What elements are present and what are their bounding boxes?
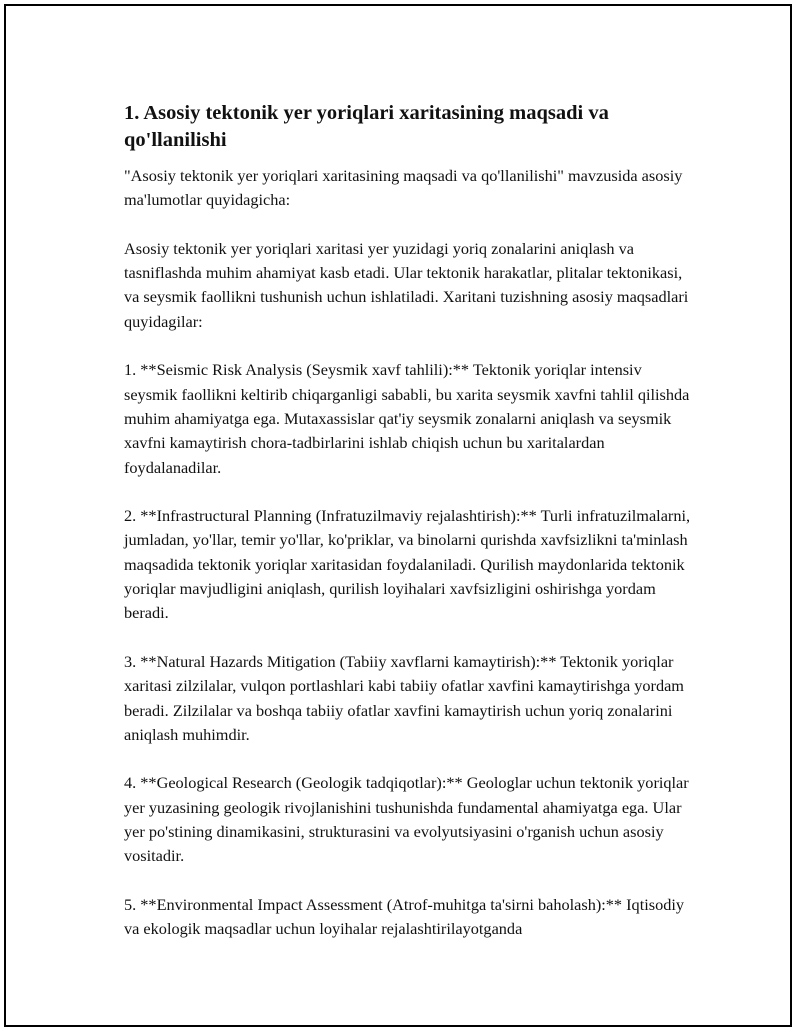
intro-paragraph: "Asosiy tektonik yer yoriqlari xaritasining maqsadi va qo'llanilishi" mavzusida asosiy ma'lumotlar quyidagicha: — [124, 166, 683, 210]
list-item-natural-hazards: 3. **Natural Hazards Mitigation (Tabiiy xavflarni kamaytirish):** Tektonik yoriqlar xaritasi zilzilalar, vulqon portlashlari kabi tabiiy ofatlar xavfini kamaytirishga yordam beradi. Zilzilalar va boshqa tabiiy ofatlar xavfini kamaytirish uchun yoriq zonalarini aniqlash muhimdir. — [124, 651, 684, 744]
document-body — [124, 100, 694, 942]
list-item-geological-research: 4. **Geological Research (Geologik tadqiqotlar):** Geologlar uchun tektonik yoriqlar yer yuzasining geologik rivojlanishini tushunishda fundamental ahamiyatga ega. Ular yer po'stining dinamikasini, strukturasini va evolyutsiyasini o'rganish uchun asosiy vositadir. — [124, 773, 689, 866]
list-item-environmental-impact: 5. **Environmental Impact Assessment (Atrof-muhitga ta'sirni baholash):** Iqtisodiy va ekologik maqsadlar uchun loyihalar rejalashtirilayotganda — [124, 894, 685, 939]
document-page — [4, 4, 792, 1027]
list-item-seismic-risk: 1. **Seismic Risk Analysis (Seysmik xavf tahlili):** Tektonik yoriqlar intensiv seysmik faollikni keltirib chiqarganligi sababli, bu xarita seysmik xavfni tahlil qilishda muhim ahamiyatga ega. Mutaxassislar qat'iy seysmik zonalarni aniqlash va seysmik xavfni kamaytirish chora-tadbirlarini ishlab chiqish uchun bu xaritalardan foydalanadilar. — [124, 360, 690, 477]
overview-paragraph: Asosiy tektonik yer yoriqlari xaritasi yer yuzidagi yoriq zonalarini aniqlash va tasniflashda muhim ahamiyat kasb etadi. Ular tektonik harakatlar, plitalar tektonikasi, va seysmik faollikni tushunish uchun ishlatiladi. Xaritani tuzishning asosiy maqsadlari quyidagilar: — [124, 238, 689, 331]
list-item-infrastructure: 2. **Infrastructural Planning (Infratuzilmaviy rejalashtirish):** Turli infratuzilmalarni, jumladan, yo'llar, temir yo'llar, ko'priklar, va binolarni qurishda xavfsizlikni ta'minlash maqsadida tektonik yoriqlar xaritasidan foydalaniladi. Qurilish maydonlarida tektonik yoriqlar mavjudligini aniqlash, qurilish loyihalari xavfsizligini oshirishga yordam beradi. — [124, 506, 691, 623]
document-title: 1. Asosiy tektonik yer yoriqlari xaritasining maqsadi va qo'llanilishi — [124, 102, 609, 151]
